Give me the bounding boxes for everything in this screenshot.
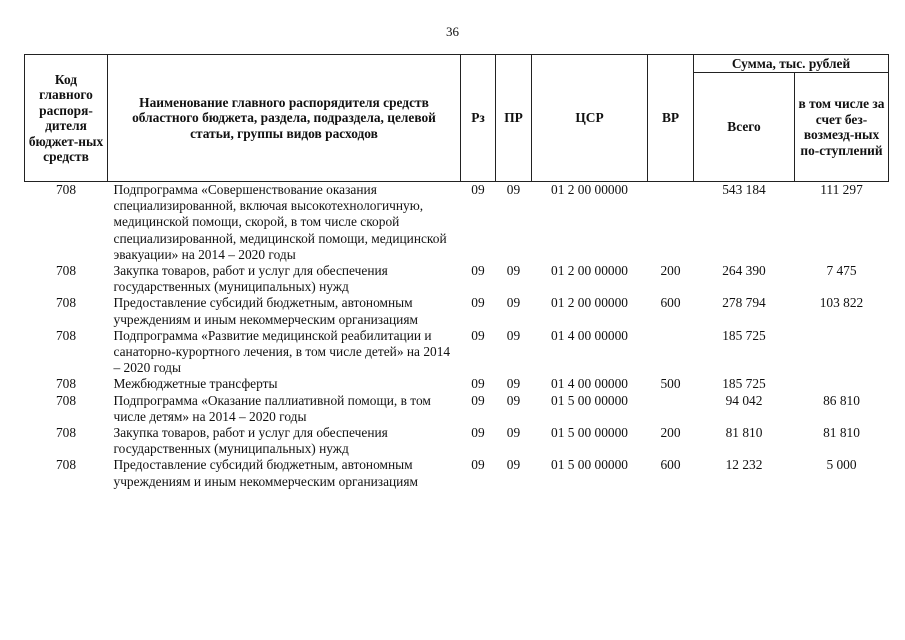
cell-code: 708 xyxy=(55,182,77,197)
cell-total: 185 725 xyxy=(722,376,766,392)
table-row xyxy=(25,393,889,425)
header-total: Всего xyxy=(694,73,795,182)
cell-total: 264 390 xyxy=(722,263,766,279)
header-csr: ЦСР xyxy=(532,55,648,182)
header-name: Наименование главного распорядителя средств областного бюджета, раздела, подраздела, целевой статьи, группы видов расходов xyxy=(108,55,461,182)
cell-code: 708 xyxy=(55,327,77,343)
cell-name: Подпрограмма «Развитие медицинской реабилитации и санаторно-курортного лечения, в том числе детей» на 2014 – 2020 годы xyxy=(113,327,451,376)
header-sum-group: Сумма, тыс. рублей xyxy=(694,55,889,73)
table-body xyxy=(25,182,889,490)
cell-pr: 09 xyxy=(506,327,521,343)
cell-vr: 500 xyxy=(660,376,681,392)
cell-rz: 09 xyxy=(471,263,485,279)
cell-vr: 600 xyxy=(660,457,681,473)
cell-code: 708 xyxy=(55,376,77,392)
cell-rz: 09 xyxy=(471,295,485,311)
cell-vr: 200 xyxy=(660,425,681,441)
cell-csr: 01 4 00 00000 xyxy=(551,327,628,343)
cell-csr: 01 5 00 00000 xyxy=(551,425,628,441)
cell-total: 185 725 xyxy=(722,327,766,343)
table-row xyxy=(25,328,889,377)
cell-rz: 09 xyxy=(471,327,485,343)
cell-csr: 01 2 00 00000 xyxy=(551,182,628,197)
cell-pr: 09 xyxy=(506,425,521,441)
cell-name: Предоставление субсидий бюджетным, автономным учреждениям и иным некоммерческим организациям xyxy=(113,295,418,327)
page-number: 36 xyxy=(446,24,459,39)
cell-vr xyxy=(648,182,694,264)
cell-pr: 09 xyxy=(506,457,521,473)
cell-vr: 600 xyxy=(660,295,681,311)
table-row xyxy=(25,457,889,489)
header-rz: Рз xyxy=(461,55,496,182)
cell-csr: 01 5 00 00000 xyxy=(551,457,628,473)
cell-free: 86 810 xyxy=(823,392,860,408)
cell-free xyxy=(795,328,889,377)
cell-pr: 09 xyxy=(506,376,521,392)
cell-free: 5 000 xyxy=(826,457,857,473)
cell-rz: 09 xyxy=(471,392,485,408)
cell-rz: 09 xyxy=(471,182,485,197)
cell-free: 103 822 xyxy=(819,295,864,311)
cell-total: 543 184 xyxy=(722,182,766,197)
cell-total: 12 232 xyxy=(725,457,763,473)
cell-code: 708 xyxy=(55,425,77,441)
table-row xyxy=(25,376,889,392)
budget-table xyxy=(24,54,889,490)
cell-rz: 09 xyxy=(471,425,485,441)
cell-free: 81 810 xyxy=(823,425,860,441)
cell-vr xyxy=(648,328,694,377)
cell-total: 94 042 xyxy=(725,392,763,408)
cell-code: 708 xyxy=(55,392,77,408)
cell-free: 7 475 xyxy=(826,263,857,279)
table-row xyxy=(25,182,889,264)
cell-code: 708 xyxy=(55,457,77,473)
cell-name: Закупка товаров, работ и услуг для обеспечения государственных (муниципальных) нужд xyxy=(113,263,388,295)
cell-rz: 09 xyxy=(471,457,485,473)
table-row xyxy=(25,295,889,327)
cell-csr: 01 5 00 00000 xyxy=(551,392,628,408)
cell-free: 111 297 xyxy=(820,182,863,197)
cell-name: Закупка товаров, работ и услуг для обеспечения государственных (муниципальных) нужд xyxy=(113,425,388,457)
cell-csr: 01 2 00 00000 xyxy=(551,263,628,279)
cell-pr: 09 xyxy=(506,392,521,408)
table-row xyxy=(25,425,889,457)
table-row xyxy=(25,263,889,295)
header-code: Код главного распоря-дителя бюджет-ных средств xyxy=(25,55,108,182)
cell-csr: 01 2 00 00000 xyxy=(551,295,628,311)
cell-vr xyxy=(648,393,694,425)
cell-name: Межбюджетные трансферты xyxy=(113,376,278,392)
header-vr: ВР xyxy=(648,55,694,182)
cell-free xyxy=(795,376,889,392)
header-pr: ПР xyxy=(496,55,532,182)
cell-total: 278 794 xyxy=(722,295,766,311)
table-header xyxy=(25,55,889,182)
cell-name: Подпрограмма «Совершенствование оказания специализированной, включая высокотехнологичную, медицинской помощи, скорой, в том числе скорой специализированной, медицинской помощи, медицинской эвакуации» на 2014 – 2020 годы xyxy=(113,182,447,262)
cell-name: Предоставление субсидий бюджетным, автономным учреждениям и иным некоммерческим организациям xyxy=(113,457,418,489)
cell-pr: 09 xyxy=(506,182,521,197)
header-free: в том числе за счет без-возмезд-ных по-ступлений xyxy=(795,73,889,182)
cell-name: Подпрограмма «Оказание паллиативной помощи, в том числе детям» на 2014 – 2020 годы xyxy=(113,392,431,424)
cell-total: 81 810 xyxy=(725,425,763,441)
cell-vr: 200 xyxy=(660,263,681,279)
cell-rz: 09 xyxy=(471,376,485,392)
cell-csr: 01 4 00 00000 xyxy=(551,376,628,392)
cell-pr: 09 xyxy=(506,263,521,279)
cell-code: 708 xyxy=(55,263,77,279)
cell-code: 708 xyxy=(55,295,77,311)
cell-pr: 09 xyxy=(506,295,521,311)
